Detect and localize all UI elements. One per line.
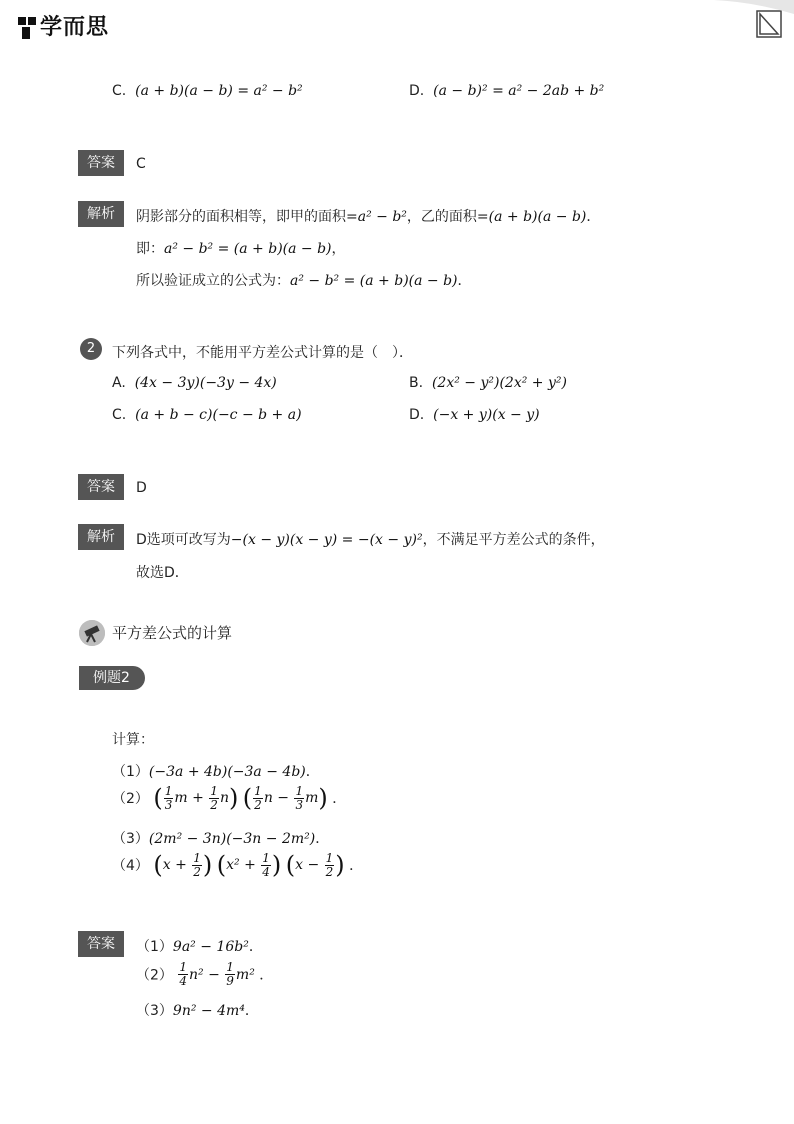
page-corner-icon xyxy=(756,10,782,38)
q1-analysis-line1: 阴影部分的面积相等，即甲的面积=a² − b²，乙的面积=(a + b)(a − b)． xyxy=(136,209,601,225)
example-item-4: （4） (x + $\frac{1}{2}$ ) (x² + $\frac{1}{4}$ ) (x − $\frac{1}{2}$ ) ． xyxy=(112,850,364,879)
brand-logo xyxy=(18,10,109,41)
logo-mark-icon xyxy=(18,17,36,39)
answer-tag: 答案 xyxy=(78,150,124,176)
example-tag: 例题2 xyxy=(79,666,145,690)
q1-option-c: C. (a + b)(a − b) = a² − b² xyxy=(112,83,303,99)
q2-answer-value: D xyxy=(136,480,147,496)
q2-stem: 下列各式中，不能用平方差公式计算的是（ ）． xyxy=(112,345,413,361)
example-item-1: （1）(−3a + 4b)(−3a − 4b)． xyxy=(112,764,320,780)
answer-tag: 答案 xyxy=(78,474,124,500)
q1-option-c-expr: (a + b)(a − b) = a² − b² xyxy=(135,83,303,99)
section-title: 平方差公式的计算 xyxy=(112,624,233,642)
logo-text: 学而思 xyxy=(40,15,110,40)
q2-analysis-line1: D选项可改写为−(x − y)(x − y) = −(x − y)²，不满足平方差公式的条件， xyxy=(136,532,605,548)
q2-option-a: A. (4x − 3y)(−3y − 4x) xyxy=(112,375,277,391)
q2-analysis-line2: 故选D． xyxy=(136,565,189,581)
example-answer-2: （2） $\frac{1}{4}$ n² − $\frac{1}{9}$ m² ． xyxy=(136,960,274,988)
telescope-icon xyxy=(79,620,105,646)
q1-analysis-line3: 所以验证成立的公式为：a² − b² = (a + b)(a − b)． xyxy=(136,273,472,289)
q1-analysis-line2: 即：a² − b² = (a + b)(a − b)， xyxy=(136,241,346,257)
analysis-tag: 解析 xyxy=(78,201,124,227)
q2-option-d: D. (−x + y)(x − y) xyxy=(409,407,540,423)
q1-answer-value: C xyxy=(136,156,146,172)
example-item-3: （3）(2m² − 3n)(−3n − 2m²)． xyxy=(112,831,330,847)
answer-tag: 答案 xyxy=(78,931,124,957)
example-answer-3: （3）9n² − 4m⁴． xyxy=(136,1003,259,1019)
q1-option-d-expr: (a − b)² = a² − 2ab + b² xyxy=(433,83,605,99)
q2-option-c: C. (a + b − c)(−c − b + a) xyxy=(112,407,302,423)
q2-option-b: B. (2x² − y²)(2x² + y²) xyxy=(409,375,567,391)
example-answer-1: （1）9a² − 16b²． xyxy=(136,939,263,955)
header-decoration xyxy=(714,0,794,14)
question-number-badge: 2 xyxy=(80,338,102,360)
analysis-tag: 解析 xyxy=(78,524,124,550)
q1-option-d: D. (a − b)² = a² − 2ab + b² xyxy=(409,83,605,99)
example-prompt: 计算： xyxy=(112,732,154,748)
example-item-2: （2） ( $\frac{1}{3}$ m + $\frac{1}{2}$ n) ( $\frac{1}{2}$ n − $\frac{1}{3}$ m) ． xyxy=(112,783,347,812)
